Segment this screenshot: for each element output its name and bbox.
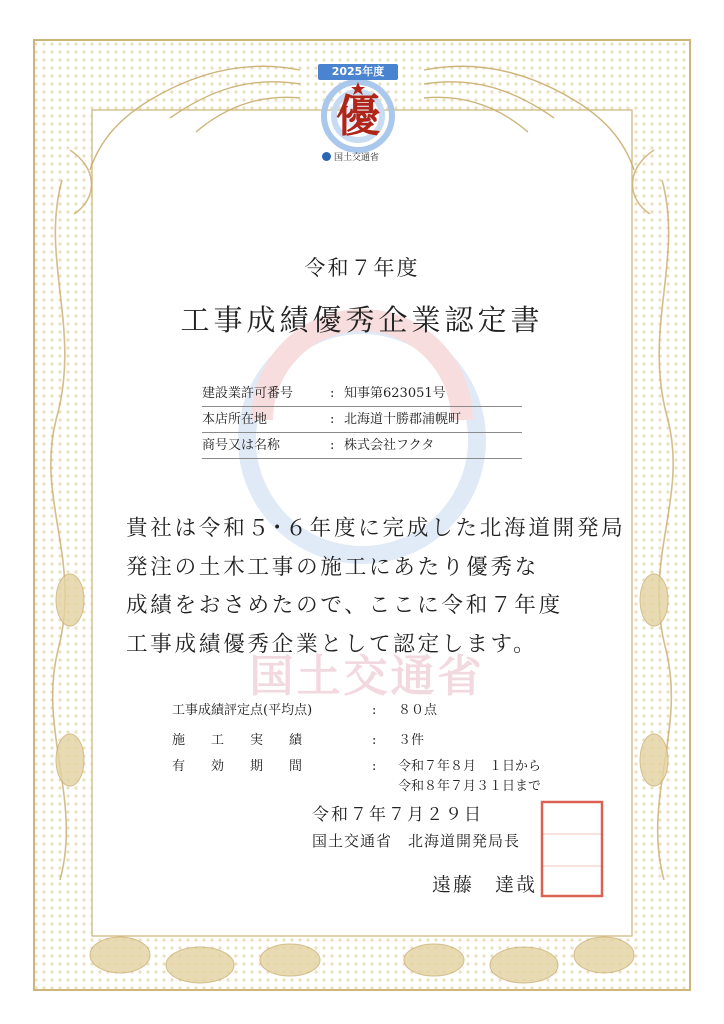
detail-separator: :	[372, 733, 377, 748]
score-value: ８０点	[398, 703, 438, 718]
fiscal-year: 令和７年度	[304, 256, 420, 280]
badge-ministry-label: 国土交通省	[334, 153, 380, 163]
info-separator: :	[330, 438, 335, 453]
issue-date: 令和７年７月２９日	[312, 805, 483, 825]
info-row-license	[202, 382, 522, 407]
detail-separator: :	[372, 759, 377, 774]
ministry-logo-icon	[322, 152, 331, 161]
badge-ministry	[322, 150, 402, 166]
body-line: 成績をおさめたので、ここに令和７年度	[126, 593, 563, 618]
record-label: 施 工 実 績	[172, 733, 303, 748]
info-value: 北海道十勝郡浦幌町	[344, 412, 462, 427]
body-line: 発注の土木工事の施工にあたり優秀な	[126, 554, 540, 580]
info-label: 商号又は名称	[202, 438, 281, 453]
score-label: 工事成績評定点(平均点)	[172, 703, 313, 718]
body-line: 貴社は令和５･６年度に完成した北海道開発局	[126, 516, 626, 541]
info-label: 本店所在地	[202, 412, 268, 427]
period-label: 有 効 期 間	[172, 759, 303, 774]
record-value: ３件	[398, 733, 425, 748]
badge-character: 優	[336, 91, 380, 142]
issuer-organization: 国土交通省 北海道開発局長	[312, 832, 521, 850]
period-to: 令和８年７月３１日まで	[398, 779, 542, 794]
info-value: 株式会社フクタ	[344, 438, 435, 453]
certificate-title: 工事成績優秀企業認定書	[180, 303, 544, 337]
detail-separator: :	[372, 703, 377, 718]
info-separator: :	[330, 386, 335, 401]
official-seal	[540, 800, 604, 898]
issuer-name: 遠藤 達哉	[432, 874, 538, 896]
info-row-address	[202, 408, 522, 433]
body-line: 工事成績優秀企業として認定します。	[126, 631, 538, 657]
info-separator: :	[330, 412, 335, 427]
award-badge	[312, 60, 404, 170]
period-from: 令和７年８月 １日から	[398, 759, 542, 774]
info-value: 知事第623051号	[344, 386, 446, 401]
info-row-company	[202, 434, 522, 459]
seal-frame-icon	[540, 800, 604, 898]
badge-year: 2025年度	[318, 64, 398, 80]
info-label: 建設業許可番号	[202, 386, 294, 401]
ministry-watermark: 国土交通省	[249, 651, 485, 702]
